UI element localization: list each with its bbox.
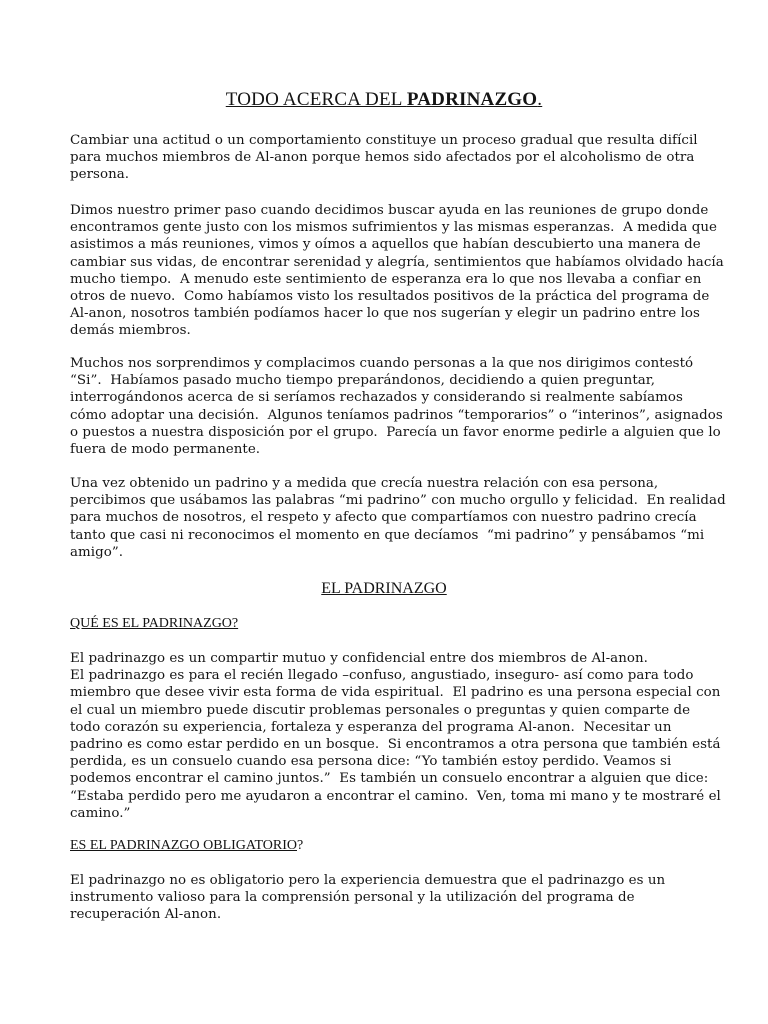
text-line: “Si”. Habíamos pasado mucho tiempo preparándonos, decidiendo a quien preguntar, [70,373,656,389]
text-line: para muchos de nosotros, el respeto y afecto que compartíamos con nuestro padrino crecía [70,510,697,526]
text-line: tanto que casi ni reconocimos el momento en que decíamos “mi padrino” y pensábamos “mi [70,527,705,543]
text-line: demás miembros. [70,323,191,339]
text-line: asistimos a más reuniones, vimos y oímos a aquellos que habían descubierto una manera de [70,237,701,253]
text-line: persona. [70,167,130,183]
text-line: El padrinazgo es para el recién llegado –confuso, angustiado, inseguro- así como para todo [70,668,694,684]
text-line: “Estaba perdido pero me ayudaron a encontrar el camino. Ven, toma mi mano y te mostraré el [70,788,721,804]
text-line: El padrinazgo es un compartir mutuo y confidencial entre dos miembros de Al-anon. [70,651,648,666]
text-line: Dimos nuestro primer paso cuando decidimos buscar ayuda en las reuniones de grupo donde [70,203,709,218]
intro-paragraph-3 [70,355,723,458]
text-line: Una vez obtenido un padrino y a medida que crecía nuestra relación con esa persona, [70,476,659,491]
subheading-obligatorio [70,837,303,855]
intro-paragraph-1 [70,132,700,184]
intro-paragraph-4 [70,475,726,561]
section-1-paragraph [70,650,721,822]
text-line: Muchos nos sorprendimos y complacimos cuando personas a la que nos dirigimos contestó [70,356,694,371]
document-title [0,88,768,112]
text-line: El padrinazgo no es obligatorio pero la experiencia demuestra que el padrinazgo es un [70,873,666,888]
text-line: mucho tiempo. A menudo este sentimiento de esperanza era lo que nos llevaba a confiar en [70,271,702,287]
text-line: interrogándonos acerca de si seríamos rechazados y considerando si realmente sabíamos [70,390,683,406]
subheading-que-es [70,615,238,633]
text-line: padrino es como estar perdido en un bosque. Si encontramos a otra persona que también está [70,737,721,753]
text-line: cambiar sus vidas, de encontrar serenidad y alegría, sentimientos que habíamos olvidado hacía [70,254,724,270]
text-line: o puestos a nuestra disposición por el grupo. Parecía un favor enorme pedirle a alguien que lo [70,424,721,440]
text-line: camino.” [70,805,131,821]
section-2-paragraph [70,872,700,924]
title-prefix: TODO ACERCA DEL [225,89,407,110]
text-line: cómo adoptar una decisión. Algunos teníamos padrinos “temporarios” o “interinos”, asignados [70,407,723,423]
text-line: el cual un miembro puede discutir problemas personales o preguntas y quien comparte de [70,702,691,718]
text-line: Al-anon, nosotros también podíamos hacer lo que nos sugerían y elegir un padrino entre los [70,306,700,322]
text-line: para muchos miembros de Al-anon porque hemos sido afectados por el alcoholismo de otra [70,150,695,166]
subheading-underlined: ES EL PADRINAZGO OBLIGATORIO [70,838,297,853]
text-line: todo corazón su experiencia, fortaleza y esperanza del programa Al-anon. Necesitar un [70,719,672,735]
text-line: otros de nuevo. Como habíamos visto los resultados positivos de la práctica del programa de [70,289,710,305]
text-line: recuperación Al-anon. [70,907,222,923]
text-line: amigo”. [70,544,124,560]
intro-paragraph-2 [70,202,724,340]
section-title: EL PADRINAZGO [321,580,447,597]
text-line: instrumento valioso para la comprensión personal y la utilización del programa de [70,890,635,906]
text-line: perdida, es un consuelo cuando esa persona dice: “Yo también estoy perdido. Veamos si [70,754,672,770]
text-line: fuera de modo permanente. [70,442,261,458]
subheading-rest: ? [297,838,304,853]
text-line: podemos encontrar el camino juntos.” Es también un consuelo encontrar a alguien que dice: [70,771,709,787]
subheading-underlined: QUÉ ES EL PADRINAZGO? [70,616,239,631]
title-bold: PADRINAZGO [406,89,538,110]
text-line: Cambiar una actitud o un comportamiento constituye un proceso gradual que resulta difícil [70,133,698,148]
text-line: encontramos gente justo con los mismos sufrimientos y las mismas esperanzas. A medida que [70,220,718,236]
title-suffix: . [537,89,543,110]
text-line: percibimos que usábamos las palabras “mi padrino” con mucho orgullo y felicidad. En realidad [70,493,726,509]
text-line: miembro que desee vivir esta forma de vida espiritual. El padrino es una persona especial con [70,685,721,701]
